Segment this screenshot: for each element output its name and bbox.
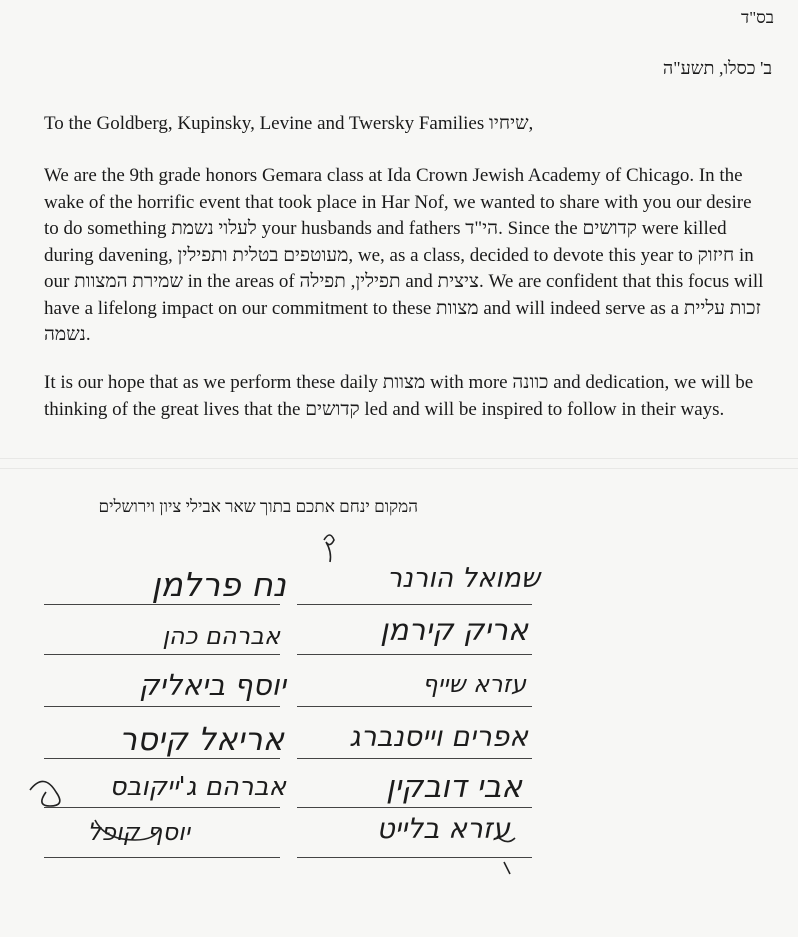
signature-line — [297, 857, 532, 858]
signature-left-6: יוסף קופל — [87, 818, 190, 846]
signature-left-2: אברהם כהן — [162, 622, 280, 650]
signature-line — [297, 654, 532, 655]
body-paragraph-1: We are the 9th grade honors Gemara class at Ida Crown Jewish Academy of Chicago. In the wake of the horrific event that took place in Har Nof, we wanted to share with you our desire to do something לעלוי נשמת your husbands and fathers הי"ד. Since the קדושים were killed during davening, מעוטפים בטלית ותפילין, we, as a class, decided to devote this year to חיזוק in our שמירת המצוות in the areas of תפילין, תפילה and ציצית. We are confident that this focus will have a lifelong impact on our commitment to these מצוות and will indeed serve as a זכות עליית נשמה. — [44, 165, 764, 345]
signature-line — [44, 758, 280, 759]
signature-line — [44, 807, 280, 808]
signature-left-5: אברהם ג'ייקובס — [109, 772, 286, 802]
signature-right-5: אבי דובקין — [385, 769, 522, 805]
signature-right-4: אפרים וייסנברג — [349, 720, 528, 753]
paper-fold-line — [0, 458, 798, 459]
paper-fold-line — [0, 468, 798, 469]
signature-line — [44, 604, 280, 605]
condolence-line: המקום ינחם אתכם בתוך שאר אבילי ציון וירושלים — [98, 497, 418, 516]
signature-left-1: נח פרלמן — [151, 565, 286, 604]
signature-line — [297, 807, 532, 808]
signature-line — [44, 654, 280, 655]
signature-line — [297, 604, 532, 605]
hebrew-date: ב' כסלו, תשע"ה — [662, 58, 772, 78]
signature-line — [297, 706, 532, 707]
signature-left-3: יוסף ביאליק — [138, 668, 286, 702]
signature-left-4: אריאל קיסר — [118, 720, 284, 758]
signature-line — [44, 857, 280, 858]
signature-right-1: שמואל הורנר — [386, 563, 540, 594]
greeting: To the Goldberg, Kupinsky, Levine and Twersky Families שיחיו, — [44, 113, 534, 134]
bsd-header: בס"ד — [741, 8, 774, 27]
signature-right-6: עזרא בלייט — [376, 812, 510, 845]
body-paragraph-2: It is our hope that as we perform these daily מצוות with more כוונה and dedication, we will be thinking of the great lives that the קדושים led and will be inspired to follow in their ways. — [44, 372, 754, 420]
signature-line — [297, 758, 532, 759]
signature-right-2: אריק קירמן — [380, 613, 528, 648]
signature-right-3: עזרא שייף — [422, 670, 526, 698]
signature-line — [44, 706, 280, 707]
